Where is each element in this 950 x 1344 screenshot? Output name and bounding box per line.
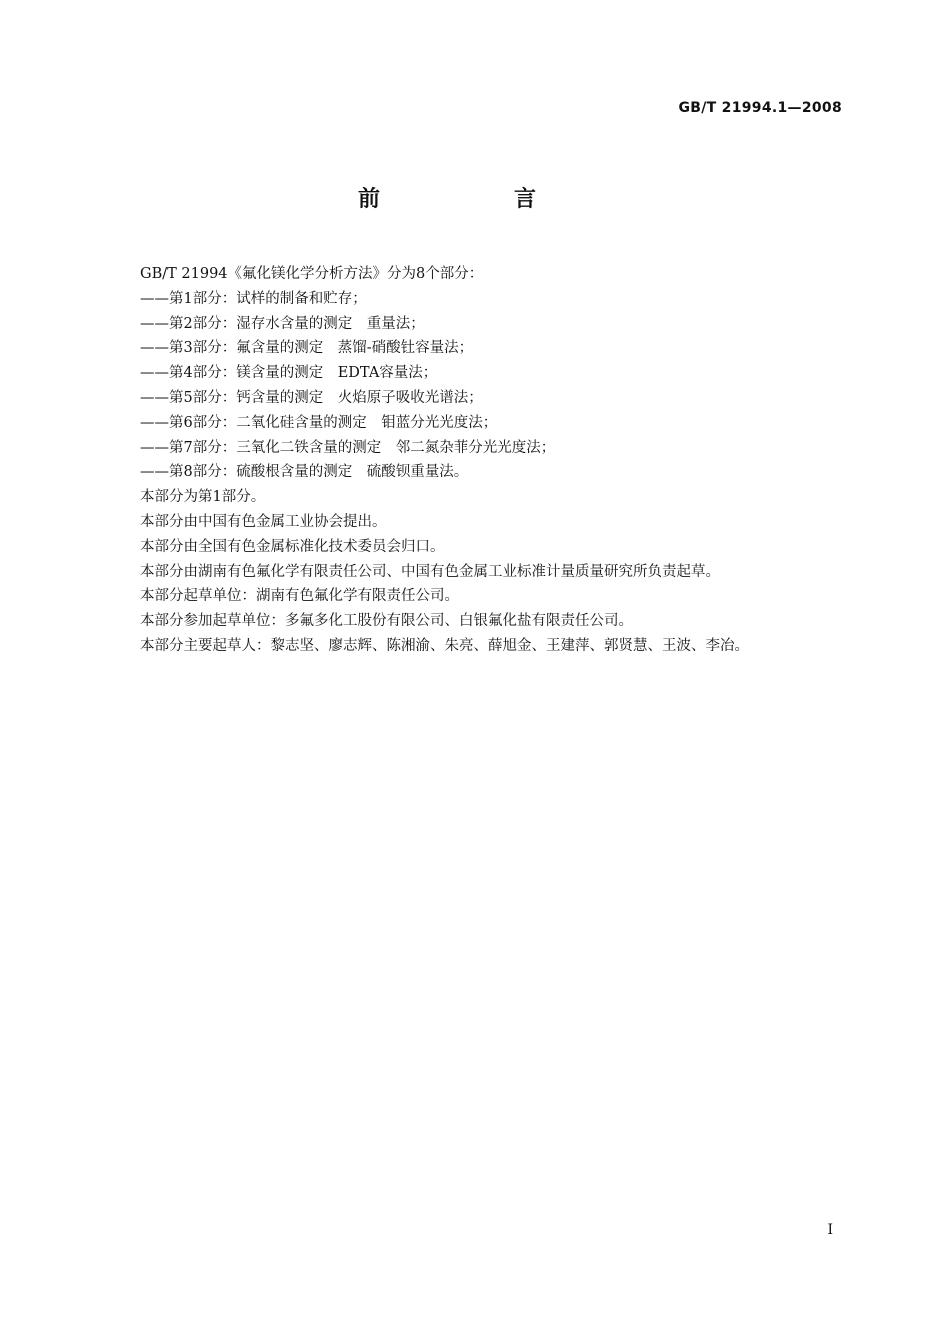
paragraph: 本部分参加起草单位：多氟多化工股份有限公司、白银氟化盐有限责任公司。 — [140, 613, 633, 630]
part-item: ——第6部分：二氧化硅含量的测定 钼蓝分光光度法； — [140, 414, 498, 431]
paragraph: 本部分由中国有色金属工业协会提出。 — [140, 513, 387, 530]
paragraph: 本部分主要起草人：黎志坚、廖志辉、陈湘渝、朱亮、薛旭金、王建萍、郭贤慧、王波、李冶。 — [140, 637, 749, 654]
paragraph: 本部分由全国有色金属标准化技术委员会归口。 — [140, 538, 445, 555]
page-title: 前 言 — [357, 187, 592, 212]
part-item: ——第3部分：氟含量的测定 蒸馏-硝酸钍容量法； — [140, 340, 474, 357]
part-item: ——第2部分：湿存水含量的测定 重量法； — [140, 315, 425, 332]
intro-line: GB/T 21994《氟化镁化学分析方法》分为8个部分： — [140, 266, 484, 282]
paragraph: 本部分起草单位：湖南有色氟化学有限责任公司。 — [140, 588, 459, 605]
part-item: ——第7部分：三氧化二铁含量的测定 邻二氮杂菲分光光度法； — [140, 439, 556, 456]
paragraph: 本部分为第1部分。 — [140, 489, 266, 506]
part-item: ——第4部分：镁含量的测定 EDTA容量法； — [140, 365, 438, 382]
standard-code: GB/T 21994.1—2008 — [678, 100, 842, 116]
part-item: ——第8部分：硫酸根含量的测定 硫酸钡重量法。 — [140, 464, 469, 481]
part-item: ——第5部分：钙含量的测定 火焰原子吸收光谱法； — [140, 389, 483, 406]
paragraph: 本部分由湖南有色氟化学有限责任公司、中国有色金属工业标准计量质量研究所负责起草。 — [140, 563, 720, 580]
foreword-body — [140, 262, 820, 659]
page-number: I — [827, 1222, 833, 1238]
part-item: ——第1部分：试样的制备和贮存； — [140, 290, 367, 307]
